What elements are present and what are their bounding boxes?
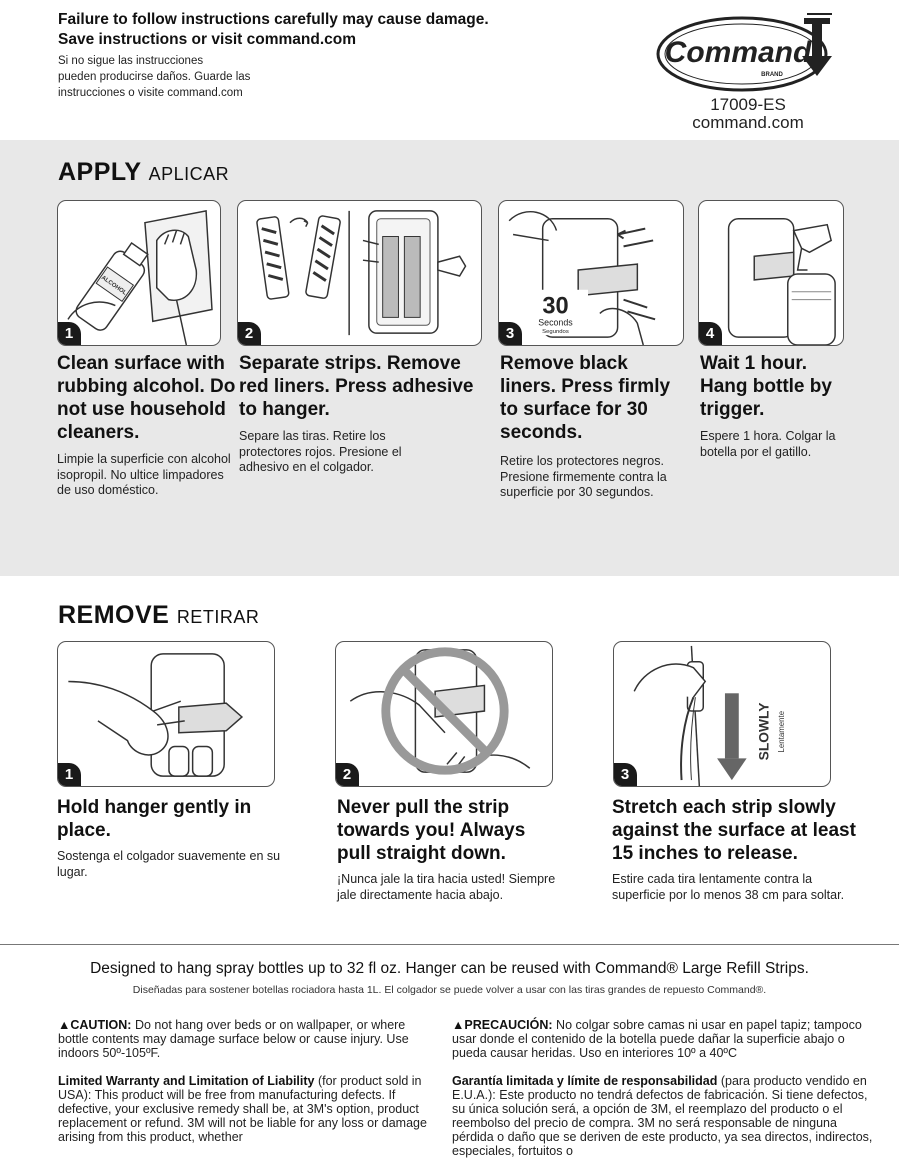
apply-step-4-illustration — [698, 200, 844, 346]
remove-step-2-text: Never pull the strip towards you! Always pull straight down. — [337, 797, 526, 864]
apply-step-1-illustration — [57, 200, 221, 346]
logo-wordmark: Command — [664, 36, 812, 69]
remove-step-1-number: 1 — [57, 763, 81, 787]
remove-step-1-text: Hold hanger gently in place. — [57, 797, 252, 841]
model-number: 17009-ES — [710, 95, 786, 114]
apply-title-es: APLICAR — [148, 164, 230, 184]
caution-text: Do not hang over beds or on wallpaper, or where bottle contents may damage surface below or cause injury. Use indoors 50º-105ºF. — [58, 1018, 409, 1060]
remove-step-3-text: Stretch each strip slowly against the surface at least 15 inches to release. — [612, 797, 856, 864]
remove-step-2-number: 2 — [335, 763, 359, 787]
warranty-block — [58, 1074, 430, 1144]
warning-es-line3: instrucciones o visite command.com — [58, 87, 243, 99]
designed-for-text-es: Diseñadas para sostener botellas rociadora hasta 1L. El colgador se puede volver a usar con las tiras grandes de repuesto Command®. — [132, 984, 767, 996]
apply-step-4-text: Wait 1 hour. Hang bottle by trigger. — [700, 353, 832, 420]
apply-step-4-text-es: Espere 1 hora. Colgar la botella por el gatillo. — [700, 429, 836, 459]
caution-block — [58, 1018, 430, 1060]
slowly-label-es: Lentamente — [777, 710, 787, 753]
remove-step-3-illustration — [613, 641, 831, 787]
apply-step-3-text: Remove black liners. Press firmly to surface for 30 seconds. — [500, 353, 671, 443]
remove-step-1-text-es: Sostenga el colgador suavemente en su lugar. — [57, 849, 281, 879]
timer-unit: Seconds — [538, 317, 573, 328]
apply-step-1-text: Clean surface with rubbing alcohol. Do not use household cleaners. — [57, 353, 236, 443]
remove-step-2-illustration — [335, 641, 553, 787]
alcohol-bottle-label: ALCOHOL — [99, 274, 128, 297]
warning-spanish — [58, 53, 250, 101]
apply-title-en: APPLY — [58, 158, 142, 186]
warranty-text: (for product sold in USA): This product will be free from manufacturing defects. If defective, your exclusive remedy shall be, at 3M's option, product replacement or refund. 3M will not be liable for any loss or damage arising from this product, whether — [58, 1074, 427, 1144]
apply-step-2-text: Separate strips. Remove red liners. Press adhesive to hanger. — [239, 353, 474, 420]
remove-step-3-number: 3 — [613, 763, 637, 787]
warning-en-line2: Save instructions or visit command.com — [58, 31, 357, 48]
designed-for-text: Designed to hang spray bottles up to 32 fl oz. Hanger can be reused with Command® Large Refill Strips. — [90, 960, 809, 977]
timer-unit-es: Segundos — [542, 329, 569, 336]
garantia-block — [452, 1074, 880, 1158]
warning-es-line1: Si no sigue las instrucciones — [58, 55, 204, 67]
warranty-label: Limited Warranty and Limitation of Liability — [58, 1074, 315, 1088]
caution-label: ▲CAUTION: — [58, 1018, 132, 1032]
section-divider — [0, 944, 899, 945]
garantia-text: (para producto vendido en E.U.A.): Este producto no tendrá defectos de fabricación. Si tiene defectos, su única solución será, a opción de 3M, el reemplazo del producto o el reembolso del precio de compra. 3M no será responsable de ninguna pérdida o daño que se deriven de este producto, ya sea directos, indirectos, especiales, fortuitos o — [452, 1074, 873, 1158]
timer-value: 30 — [542, 293, 569, 320]
apply-step-2-illustration — [237, 200, 482, 346]
apply-step-2-number: 2 — [237, 322, 261, 346]
logo-brand-label: BRAND — [761, 72, 783, 78]
apply-step-4-number: 4 — [698, 322, 722, 346]
command-logo — [654, 10, 844, 98]
warning-es-line2: pueden producirse daños. Guarde las — [58, 71, 251, 83]
apply-step-1-text-es: Limpie la superficie con alcohol isopropil. No ultice limpadores de uso doméstico. — [57, 452, 231, 497]
apply-step-1-number: 1 — [57, 322, 81, 346]
slowly-label: SLOWLY — [756, 702, 772, 761]
warning-english — [58, 10, 489, 50]
precaucion-label: ▲PRECAUCIÓN: — [452, 1018, 553, 1032]
garantia-label: Garantía limitada y límite de responsabilidad — [452, 1074, 718, 1088]
apply-step-3-illustration — [498, 200, 684, 346]
warning-en-line1: Failure to follow instructions carefully may cause damage. — [58, 11, 489, 28]
apply-step-3-number: 3 — [498, 322, 522, 346]
remove-step-1-illustration — [57, 641, 275, 787]
remove-title — [58, 601, 259, 630]
remove-title-es: RETIRAR — [176, 607, 260, 627]
apply-step-2-text-es: Separe las tiras. Retire los protectores rojos. Presione el adhesivo en el colgador. — [239, 429, 402, 474]
remove-step-3-text-es: Estire cada tira lentamente contra la superficie por lo menos 38 cm para soltar. — [612, 872, 845, 902]
website: command.com — [692, 113, 804, 132]
apply-step-3-text-es: Retire los protectores negros. Presione firmemente contra la superficie por 30 segundos. — [500, 454, 667, 499]
apply-title — [58, 158, 229, 187]
remove-step-2-text-es: ¡Nunca jale la tira hacia usted! Siempre jale directamente hacia abajo. — [337, 872, 556, 902]
precaucion-text: No colgar sobre camas ni usar en papel tapiz; tampoco usar donde el contenido de la botella puede dañar la superficie abajo o pueda causar heridas. Uso en interiores 10º a 40ºC — [452, 1018, 862, 1060]
precaucion-block — [452, 1018, 880, 1060]
model-block — [648, 96, 848, 132]
remove-title-en: REMOVE — [58, 601, 170, 629]
